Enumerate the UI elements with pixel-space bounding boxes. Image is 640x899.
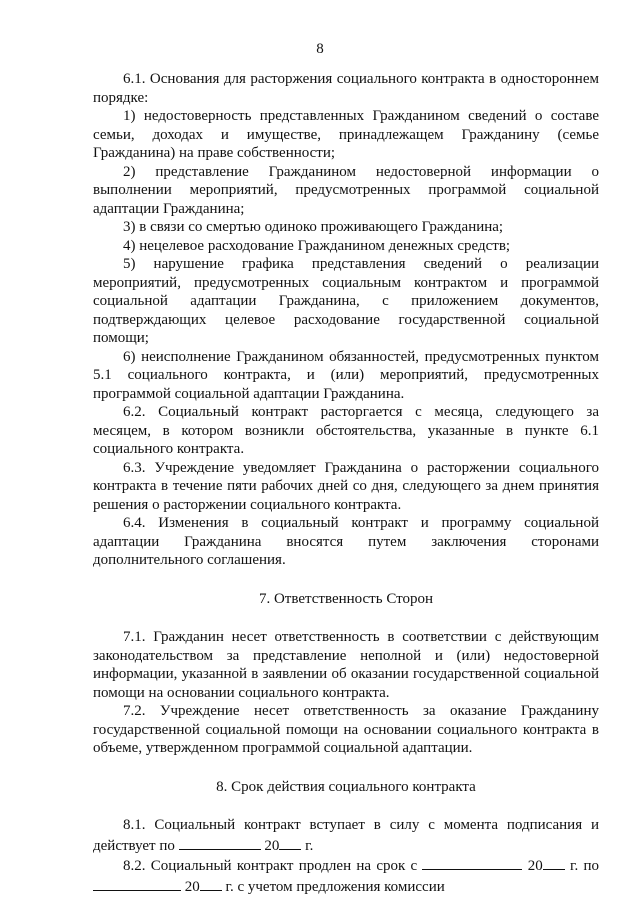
- clause-8-1-text: 8.1. Социальный контракт вступает в силу с момента подписания и действует по: [93, 817, 599, 854]
- clause-8-2-tail: г. с учетом предложения комиссии: [225, 878, 445, 895]
- year-suffix: г.: [305, 837, 314, 854]
- extension-end-blank[interactable]: [93, 876, 181, 891]
- clause-8-2-to: г. по: [569, 858, 599, 874]
- paragraph-6-2: 6.2. Социальный контракт расторгается с месяца, следующего за месяцем, в котором возникли обстоятельства, указанные в пункте 6.1 социального контракта.: [93, 404, 599, 457]
- year-blank[interactable]: [200, 876, 222, 891]
- year-prefix: 20: [184, 878, 200, 895]
- paragraph-8-1: [93, 816, 599, 855]
- clause-8-2-text: 8.2. Социальный контракт продлен на срок с: [123, 858, 418, 874]
- section-heading-8: 8. Срок действия социального контракта: [216, 778, 476, 795]
- paragraph-7-2: 7.2. Учреждение несет ответственность за оказание Гражданину государственной социальной помощи на основании социального контракта в объеме, утвержденном программой социальной адаптации.: [93, 703, 599, 756]
- section-heading-7: 7. Ответственность Сторон: [258, 590, 434, 607]
- paragraph-6-1: 6.1. Основания для расторжения социального контракта в одностороннем порядке:: [93, 71, 599, 106]
- paragraph-8-2: [93, 855, 599, 896]
- year-blank[interactable]: [543, 855, 565, 870]
- paragraph-6-1-item-4: 4) нецелевое расходование Гражданином денежных средств;: [123, 237, 511, 254]
- end-date-blank[interactable]: [179, 835, 261, 850]
- paragraph-6-1-item-2: 2) представление Гражданином недостоверной информации о выполнении мероприятий, предусмотренных программой социальной адаптации Гражданина;: [93, 163, 599, 217]
- paragraph-6-4: 6.4. Изменения в социальный контракт и программу социальной адаптации Гражданина вносятся путем заключения сторонами дополнительного соглашения.: [93, 515, 599, 568]
- year-prefix: 20: [264, 837, 280, 854]
- extension-start-blank[interactable]: [422, 855, 522, 870]
- paragraph-6-1-item-6: 6) неисполнение Гражданином обязанностей, предусмотренных пунктом 5.1 социального контракта, и (или) мероприятий, предусмотренных программой социальной адаптации Гражданина.: [93, 348, 599, 402]
- page-number: 8: [316, 41, 324, 57]
- year-blank[interactable]: [279, 835, 301, 850]
- paragraph-6-1-item-5: 5) нарушение графика представления сведений о реализации мероприятий, предусмотренных социальным контрактом и программой социальной адаптации Гражданина, с приложением документов, подтверждающих целевое расходование государственной социальной помощи;: [93, 256, 599, 346]
- paragraph-6-1-item-3: 3) в связи со смертью одиноко проживающего Гражданина;: [123, 219, 504, 235]
- paragraph-6-3: 6.3. Учреждение уведомляет Гражданина о расторжении социального контракта в течение пяти рабочих дней со дня, следующего за днем принятия решения о расторжении социального контракта.: [93, 459, 599, 513]
- paragraph-6-1-item-1: 1) недостоверность представленных Гражданином сведений о составе семьи, доходах и имуществе, принадлежащем Гражданину (семье Гражданина) на праве собственности;: [93, 108, 599, 161]
- paragraph-7-1: 7.1. Гражданин несет ответственность в соответствии с действующим законодательством за представление неполной и (или) недостоверной информации, указанной в заявлении об оказании государственной социальной помощи на основании социального контракта.: [93, 629, 599, 701]
- year-prefix: 20: [527, 858, 543, 874]
- document-body: [93, 70, 599, 896]
